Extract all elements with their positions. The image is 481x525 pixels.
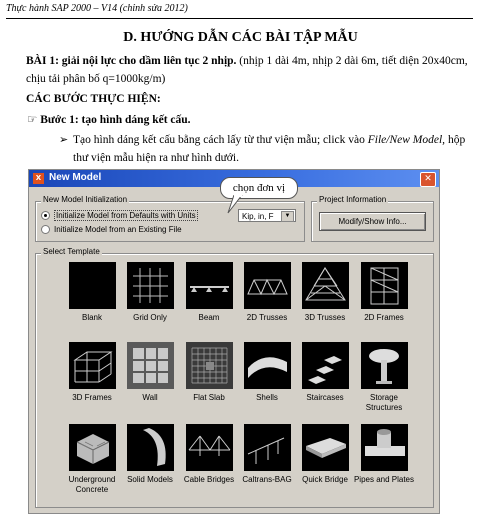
template-underground-concrete[interactable]: [69, 424, 116, 471]
template-label: Quick Bridge: [302, 475, 348, 484]
step-1: [27, 112, 191, 126]
close-button[interactable]: ✕: [420, 172, 436, 187]
radio-init-defaults-label: Initialize Model from Defaults with Units: [56, 211, 196, 220]
new-model-dialog: [28, 169, 440, 514]
callout-bubble: chọn đơn vị: [220, 177, 298, 199]
template-3d-trusses[interactable]: [302, 262, 349, 309]
template-label: Flat Slab: [193, 393, 225, 402]
template-group-label: Select Template: [43, 247, 100, 256]
template-blank[interactable]: [69, 262, 116, 309]
template-label: 2D Frames: [364, 313, 404, 322]
exercise-description: (nhịp 1 dài 4m, nhịp 2 dài 6m, tiết diện 20x40cm, chịu tải phân bố q=1000kg/m): [26, 55, 468, 85]
steps-heading: CÁC BƯỚC THỰC HIỆN:: [26, 93, 161, 105]
template-label: Pipes and Plates: [353, 475, 415, 484]
template-label: Blank: [81, 313, 102, 322]
template-cable-bridges[interactable]: [186, 424, 233, 471]
template-shells[interactable]: [244, 342, 291, 389]
exercise-label: BÀI 1:: [26, 55, 59, 67]
header-rule: [6, 18, 473, 19]
callout-pointer-icon: [226, 195, 250, 215]
units-value: Kip, in, F: [242, 212, 274, 221]
template-label: Beam: [198, 313, 220, 322]
hand-pointer-icon: ☞: [27, 114, 38, 126]
radio-init-existing-label: Initialize Model from an Existing File: [54, 225, 182, 234]
bullet-text-menu-path: File/New Model,: [367, 134, 446, 146]
template-label: Wall: [142, 393, 158, 402]
radio-selected-icon: [41, 211, 50, 220]
instruction-bullet: [59, 131, 473, 167]
template-label: Shells: [256, 393, 278, 402]
sap-app-icon: X: [33, 173, 44, 184]
template-label: 3D Frames: [72, 393, 112, 402]
step-1-label: Bước 1: tạo hình dáng kết cấu.: [40, 114, 191, 126]
template-pipes-and-plates[interactable]: [361, 424, 408, 471]
project-group-label: Project Information: [319, 195, 387, 204]
dialog-title: New Model: [49, 172, 102, 183]
template-3d-frames[interactable]: [69, 342, 116, 389]
bullet-text-a: Tạo hình dáng kết cấu bằng cách lấy từ thư viện mẫu; click vào: [73, 134, 365, 146]
bullet-text-b: hộp thư viện mẫu hiện ra như hình dưới.: [73, 134, 466, 164]
init-group-label: New Model Initialization: [43, 195, 128, 204]
template-2d-frames[interactable]: [361, 262, 408, 309]
template-staircases[interactable]: [302, 342, 349, 389]
template-solid-models[interactable]: [127, 424, 174, 471]
template-label: Storage Structures: [365, 393, 403, 412]
template-label: Staircases: [306, 393, 344, 402]
template-2d-trusses[interactable]: [244, 262, 291, 309]
section-title: D. HƯỚNG DẪN CÁC BÀI TẬP MẪU: [123, 30, 358, 45]
template-beam[interactable]: [186, 262, 233, 309]
template-label: 2D Trusses: [246, 313, 288, 322]
template-caltrans-bag[interactable]: [244, 424, 291, 471]
modify-show-info-button[interactable]: Modify/Show Info...: [319, 212, 426, 231]
radio-init-defaults[interactable]: [41, 210, 198, 221]
arrow-bullet-icon: ➢: [59, 134, 69, 146]
chevron-down-icon[interactable]: ▼: [281, 211, 294, 222]
template-wall[interactable]: [127, 342, 174, 389]
template-grid-only[interactable]: [127, 262, 174, 309]
template-label: Grid Only: [133, 313, 167, 322]
template-label: Solid Models: [127, 475, 173, 484]
template-quick-bridge[interactable]: [302, 424, 349, 471]
exercise-paragraph: [26, 52, 471, 88]
radio-init-existing[interactable]: [41, 225, 182, 234]
template-flat-slab[interactable]: [186, 342, 233, 389]
template-label: Cable Bridges: [183, 475, 235, 484]
template-label: 3D Trusses: [304, 313, 346, 322]
running-header: Thực hành SAP 2000 – V14 (chỉnh sửa 2012): [6, 3, 188, 14]
template-label: Caltrans-BAG: [242, 475, 292, 484]
template-storage-structures[interactable]: [361, 342, 408, 389]
exercise-title: giải nội lực cho dầm liên tục 2 nhịp.: [61, 55, 237, 67]
template-label: Underground Concrete: [68, 475, 116, 494]
radio-unselected-icon: [41, 225, 50, 234]
